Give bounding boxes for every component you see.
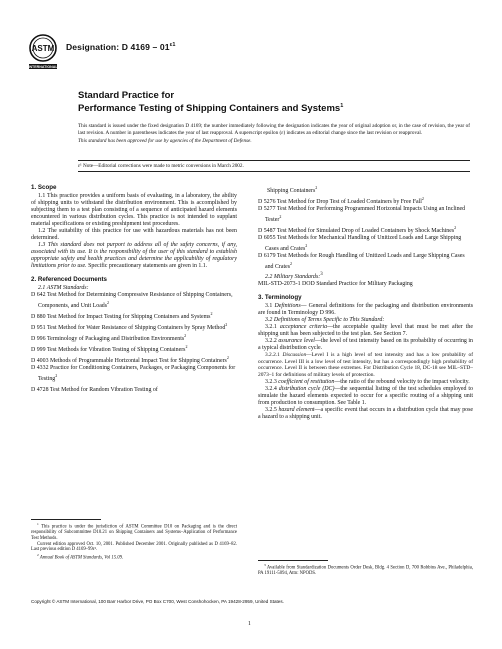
title-line1: Standard Practice for xyxy=(78,90,175,101)
footnote-rule xyxy=(258,560,328,561)
reference-item: D 5276 Test Method for Drop Test of Loaded Containers by Free Fall$^2$ xyxy=(258,196,424,205)
reference-item: D 4332 Practice for Conditioning Containers, Packages, or Packaging Components for Testing$^2$ xyxy=(31,364,236,382)
reference-code: D 5276 xyxy=(258,198,276,205)
reference-item xyxy=(31,383,237,394)
paragraph-3-2-2: 3.2.2 assurance level—the level of test intensity based on its probability of occurring in a typical distribution cycle. xyxy=(258,338,473,352)
footnote-2: $^2$ Annual Book of ASTM Standards, Vol 15.09. xyxy=(37,553,124,561)
footnote-1b: Current edition approved Oct. 10, 2001. Published December 2001. Originally published as D 4169–82. Last previous edition D 4169–99ε¹. xyxy=(31,541,237,553)
footnotes-left xyxy=(31,522,237,561)
reference-item: D 880 Test Method for Impact Testing for Shipping Containers and Systems$^2$ xyxy=(31,310,213,320)
divider xyxy=(78,171,470,172)
reference-list xyxy=(31,292,237,394)
section-heading-referenced: 2. Referenced Documents xyxy=(31,276,107,284)
reference-title: Test Method for Simulated Drop of Loaded Containers by Shock Machines xyxy=(276,228,455,235)
reference-code: D 4728 xyxy=(31,386,49,393)
reference-item: D 996 Terminology of Packaging and Distribution Environments$^2$ xyxy=(31,332,187,342)
title-block xyxy=(78,90,478,114)
section-heading-terminology: 3. Terminology xyxy=(258,294,302,302)
reference-code: D 4332 xyxy=(31,364,49,371)
reference-item: D 5487 Test Method for Simulated Drop of Loaded Containers by Shock Machines$^2$ xyxy=(258,225,457,235)
page-number: 1 xyxy=(248,621,251,627)
paragraph-1-2: 1.2 The suitability of this practice for use with hazardous materials has not been determined. xyxy=(31,227,237,241)
reference-title: Terminology of Packaging and Distribution Environments xyxy=(46,335,185,342)
astm-logo xyxy=(28,34,58,72)
paragraph-3-1: 3.1 Definitions— General definitions for the packaging and distribution environments are found in Terminology D 996. xyxy=(258,302,474,316)
reference-list xyxy=(258,195,473,271)
reference-code: D 951 xyxy=(31,324,46,331)
intro-block xyxy=(78,123,470,146)
reference-title: Practice for Conditioning Containers, Packages, or Packaging Components for Testing xyxy=(38,364,236,382)
reference-item: D 4003 Methods of Programmable Horizontal Impact Test for Shipping Containers$^2$ xyxy=(31,354,229,364)
paragraph-3-2-4: 3.2.4 distribution cycle (DC)—the sequential listing of the test schedules employed to simulate the hazard elements expected to occur for a specific routing of a shipping unit from production to consumption. See Table 1. xyxy=(258,385,473,406)
paragraph-3-2-5: 3.2.5 hazard element—a specific event that occurs in a distribution cycle that may pose a hazard to a shipping unit. xyxy=(258,406,473,420)
astm-logo-icon xyxy=(28,34,58,72)
footnote-3-text: $^3$ Available from Standardization Documents Order Desk, Bldg. 4 Section D, 700 Robbins Ave., Philadelphia, PA 19111-5094, Attn: NPODS. xyxy=(258,563,473,577)
intro-para: This standard is issued under the fixed designation D 4169; the number immediately following the designation indicates the year of original adoption or, in the case of revision, the year of last revision. A number in parentheses indicates the year of last reapproval. A superscript epsilon (ε) indicates an editorial change since the last revision or reapproval. xyxy=(78,123,470,136)
reference-item: D 642 Test Method for Determining Compressive Resistance of Shipping Containers, Components, and Unit Loads$^2$ xyxy=(31,291,233,309)
copyright-line: Copyright © ASTM International, 100 Barr Harbor Drive, PO Box C700, West Conshohocken, PA 19428-2959, United States. xyxy=(31,599,284,604)
reference-title: Methods of Programmable Horizontal Impact Test for Shipping Containers xyxy=(50,357,227,364)
reference-item: D 6179 Test Methods for Rough Handling of Unitized Loads and Large Shipping Cases and Crates$^2$ xyxy=(258,253,465,271)
paragraph-3-2-2-1: 3.2.2.1 Discussion—Level I is a high level of test intensity and has a low probability of occurrence. Level III is a low level of test intensity, but has a correspondingly high probability of occurrence. Level II is between these extremes. For Distribution Cycle 18, DC-18 see MIL–STD–2073–1 for definitions of military levels of protection. xyxy=(258,352,473,378)
reference-title: Test Methods for Vibration Testing of Shipping Containers xyxy=(46,346,186,353)
reference-code: D 6179 xyxy=(258,253,276,260)
paragraph-3-2: 3.2 Definitions of Terms Specific to This Standard: xyxy=(265,316,385,323)
reference-code: D 5487 xyxy=(258,228,276,235)
reference-code: D 4003 xyxy=(31,357,49,364)
paragraph-3-2-1: 3.2.1 acceptance criteria—the acceptable quality level that must be met after the shipping unit has been subjected to the test plan. See Section 7. xyxy=(258,323,473,338)
paragraph-3-2-3: 3.2.3 coefficient of restitution—the ratio of the rebound velocity to the impact velocity. xyxy=(265,378,470,385)
paragraph-1-3: 1.3 This standard does not purport to address all of the safety concerns, if any, associated with its use. It is the responsibility of the user of this standard to establish appropriate safety and health practices and determine the applicability of regulatory limitations prior to use. Specific precautionary statements are given in 1.1. xyxy=(31,241,237,270)
reference-code: D 642 xyxy=(31,291,46,298)
reference-title: Test Method for Drop Test of Loaded Containers by Free Fall xyxy=(276,198,422,205)
footnote-rule xyxy=(31,519,101,520)
reference-code: D 6055 xyxy=(258,235,276,242)
left-column xyxy=(31,184,237,394)
reference-title: Test Method for Impact Testing for Shipping Containers and Systems xyxy=(46,313,211,320)
reference-continuation: Shipping Containers$^2$ xyxy=(267,185,318,194)
editorial-note: ε¹ Note—Editorial corrections were made to metric conversions in March 2002. xyxy=(78,163,244,169)
reference-item: D 5277 Test Method for Performing Programmed Horizontal Impacts Using an Inclined Tester$^2$ xyxy=(258,206,466,224)
svg-text:ASTM: ASTM xyxy=(31,44,55,53)
reference-title: Test Method for Water Resistance of Shipping Containers by Spray Method xyxy=(46,324,226,331)
reference-code: D 996 xyxy=(31,335,46,342)
footnote-3 xyxy=(258,563,473,577)
paragraph-2-2: 2.2 Military Standards:$^3$ xyxy=(265,272,323,281)
reference-code: D 5277 xyxy=(258,206,276,213)
reference-code: D 999 xyxy=(31,346,46,353)
reference-item: D 999 Test Methods for Vibration Testing of Shipping Containers$^2$ xyxy=(31,343,188,353)
reference-item: D 6055 Test Methods for Mechanical Handling of Unitized Loads and Large Shipping Cases and Crates$^2$ xyxy=(258,235,462,253)
footnote-1: $^1$ This practice is under the jurisdiction of ASTM Committee D10 on Packaging and is the direct responsibility of Subcommittee D10.21 on Shipping Containers and Systems–Application of Performance Test Methods. xyxy=(31,522,237,541)
designation: Designation: D $4169 - 01^{\varepsilon 1}$ xyxy=(66,42,176,52)
divider xyxy=(78,160,470,161)
reference-title: Test Method for Performing Programmed Horizontal Impacts Using an Inclined Tester xyxy=(265,206,466,224)
dod-approval: This standard has been approved for use by agencies of the Department of Defense. xyxy=(78,137,252,144)
svg-text:INTERNATIONAL: INTERNATIONAL xyxy=(28,65,58,70)
paragraph-1-1: 1.1 This practice provides a uniform basis of evaluating, in a laboratory, the ability of shipping units to withstand the distribution environment. This is accomplished by subjecting them to a test plan consisting of a sequence of anticipated hazard elements encountered in various distribution cycles. This practice is not intended to supplant material specifications or existing preshipment test procedures. xyxy=(31,192,237,227)
right-column xyxy=(258,184,473,421)
reference-title: Test Methods for Rough Handling of Unitized Loads and Large Shipping Cases and Crates xyxy=(265,253,465,271)
reference-code: D 880 xyxy=(31,313,46,320)
section-heading-scope: 1. Scope xyxy=(31,184,57,191)
military-standard: MIL-STD-2073-1 DOD Standard Practice for Military Packaging xyxy=(258,281,413,288)
paragraph-2-1: 2.1 ASTM Standards: xyxy=(38,284,89,291)
reference-item: D 951 Test Method for Water Resistance of Shipping Containers by Spray Method$^2$ xyxy=(31,321,228,331)
reference-title: Test Method for Determining Compressive Resistance of Shipping Containers, Components, and Unit Loads xyxy=(38,291,233,309)
reference-title: Test Methods for Mechanical Handling of Unitized Loads and Large Shipping Cases and Crates xyxy=(265,235,462,253)
title-line2: Performance Testing of Shipping Containers and Systems$^1$ xyxy=(78,103,344,115)
reference-title: Test Method for Random Vibration Testing of xyxy=(49,386,158,393)
